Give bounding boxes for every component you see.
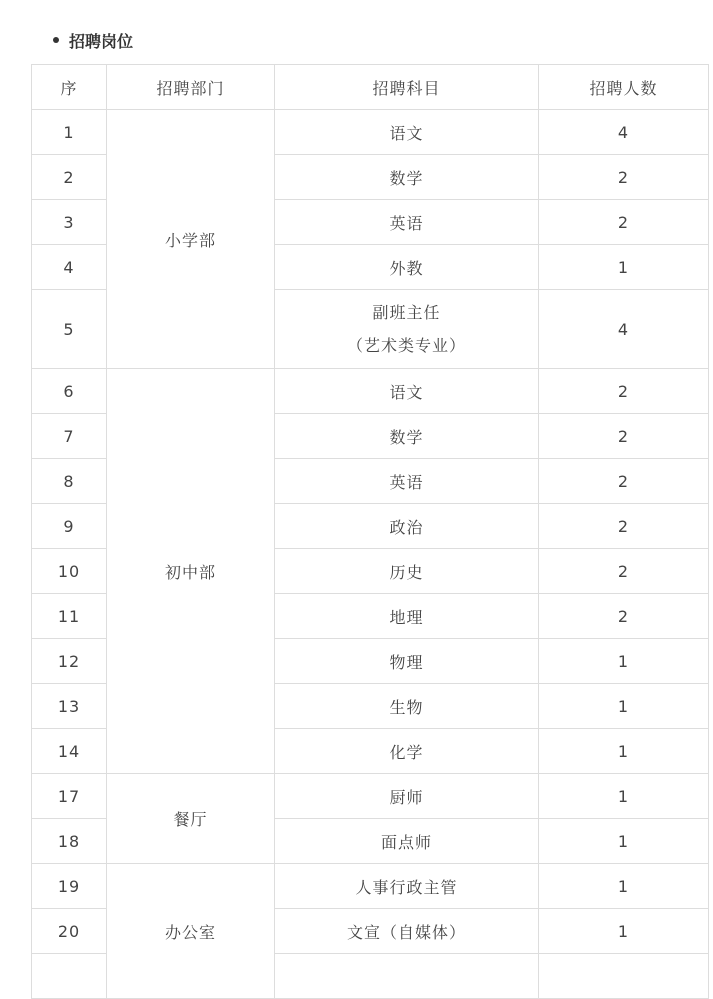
table-row bbox=[32, 864, 709, 909]
department-cell: 小学部 bbox=[107, 110, 275, 369]
department-cell: 餐厅 bbox=[107, 774, 275, 864]
section-heading-text: 招聘岗位 bbox=[69, 31, 134, 51]
row-no: 3 bbox=[32, 200, 107, 245]
row-no: 5 bbox=[32, 290, 107, 369]
row-subject: 数学 bbox=[275, 155, 539, 200]
row-subject: 历史 bbox=[275, 549, 539, 594]
section-heading bbox=[53, 28, 133, 52]
table-header-row bbox=[32, 65, 709, 110]
row-no: 1 bbox=[32, 110, 107, 155]
row-no bbox=[32, 954, 107, 999]
row-subject: 政治 bbox=[275, 504, 539, 549]
row-subject: 地理 bbox=[275, 594, 539, 639]
header-department: 招聘部门 bbox=[107, 65, 275, 110]
row-subject: 语文 bbox=[275, 110, 539, 155]
row-subject: 语文 bbox=[275, 369, 539, 414]
row-count: 1 bbox=[539, 819, 709, 864]
row-subject: 化学 bbox=[275, 729, 539, 774]
recruitment-table bbox=[31, 64, 709, 999]
row-no: 19 bbox=[32, 864, 107, 909]
table-row bbox=[32, 369, 709, 414]
row-subject: 外教 bbox=[275, 245, 539, 290]
row-subject: 英语 bbox=[275, 459, 539, 504]
row-count: 2 bbox=[539, 369, 709, 414]
department-cell: 办公室 bbox=[107, 864, 275, 999]
row-count: 1 bbox=[539, 909, 709, 954]
row-no: 13 bbox=[32, 684, 107, 729]
row-count: 2 bbox=[539, 414, 709, 459]
row-subject: 英语 bbox=[275, 200, 539, 245]
row-count: 1 bbox=[539, 639, 709, 684]
row-no: 17 bbox=[32, 774, 107, 819]
row-subject: 厨师 bbox=[275, 774, 539, 819]
row-no: 11 bbox=[32, 594, 107, 639]
row-subject: 数学 bbox=[275, 414, 539, 459]
row-subject bbox=[275, 954, 539, 999]
row-no: 6 bbox=[32, 369, 107, 414]
row-count: 2 bbox=[539, 549, 709, 594]
row-count: 1 bbox=[539, 864, 709, 909]
row-subject-line2: （艺术类专业） bbox=[346, 336, 466, 355]
row-count: 2 bbox=[539, 504, 709, 549]
header-subject: 招聘科目 bbox=[275, 65, 539, 110]
table-row bbox=[32, 774, 709, 819]
row-subject: 面点师 bbox=[275, 819, 539, 864]
row-count: 1 bbox=[539, 729, 709, 774]
row-no: 12 bbox=[32, 639, 107, 684]
header-no: 序 bbox=[32, 65, 107, 110]
row-subject: 人事行政主管 bbox=[275, 864, 539, 909]
table-row bbox=[32, 110, 709, 155]
row-no: 20 bbox=[32, 909, 107, 954]
row-subject: 物理 bbox=[275, 639, 539, 684]
row-count: 1 bbox=[539, 684, 709, 729]
row-count: 4 bbox=[539, 290, 709, 369]
row-count bbox=[539, 954, 709, 999]
row-no: 10 bbox=[32, 549, 107, 594]
row-no: 2 bbox=[32, 155, 107, 200]
row-count: 1 bbox=[539, 245, 709, 290]
row-no: 7 bbox=[32, 414, 107, 459]
row-count: 2 bbox=[539, 200, 709, 245]
row-no: 9 bbox=[32, 504, 107, 549]
row-count: 2 bbox=[539, 155, 709, 200]
row-no: 8 bbox=[32, 459, 107, 504]
row-no: 14 bbox=[32, 729, 107, 774]
row-subject bbox=[275, 290, 539, 369]
row-no: 4 bbox=[32, 245, 107, 290]
row-count: 2 bbox=[539, 459, 709, 504]
department-cell: 初中部 bbox=[107, 369, 275, 774]
header-count: 招聘人数 bbox=[539, 65, 709, 110]
row-count: 4 bbox=[539, 110, 709, 155]
row-subject-line1: 副班主任 bbox=[372, 303, 441, 322]
row-no: 18 bbox=[32, 819, 107, 864]
row-count: 2 bbox=[539, 594, 709, 639]
bullet-icon bbox=[53, 37, 59, 43]
row-subject: 文宣（自媒体） bbox=[275, 909, 539, 954]
row-subject: 生物 bbox=[275, 684, 539, 729]
row-count: 1 bbox=[539, 774, 709, 819]
